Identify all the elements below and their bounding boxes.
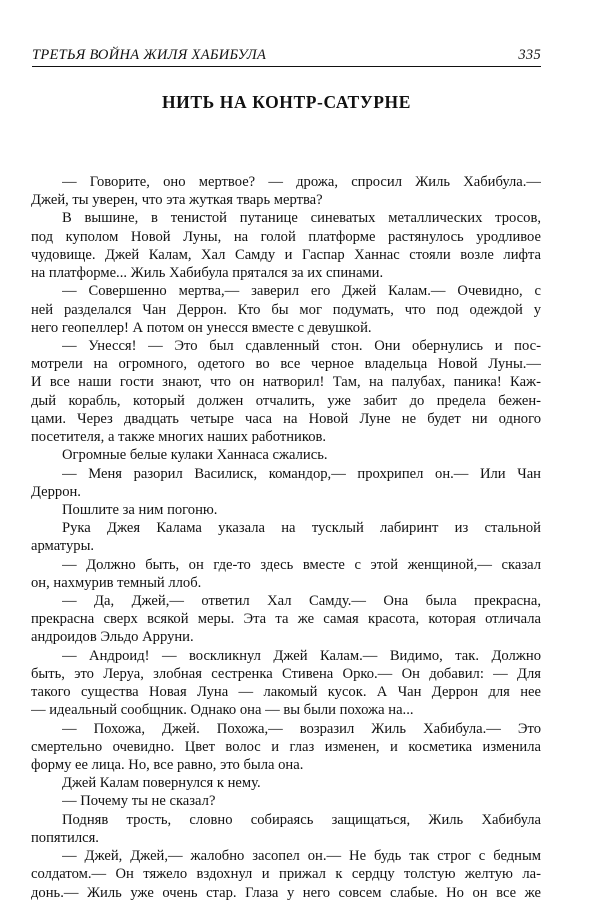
text-line: — Андроид! — воскликнул Джей Калам.— Видимо, так. Должно <box>62 647 541 664</box>
text-line: В вышине, в тенистой путанице синеватых металлических тросов, <box>62 210 541 227</box>
text-line: попятился. <box>31 829 99 846</box>
text-line: — Говорите, оно мертвое? — дрожа, спросил Жиль Хабибула.— <box>62 174 541 190</box>
text-line: такого существа Новая Луна — лакомый кусок. А Чан Деррон для нее <box>31 684 541 701</box>
text-line: дый корабль, который должен отчалить, уже забит до предела бежен- <box>31 392 541 409</box>
text-line: чудовище. Джей Калам, Хал Самду и Гаспар Ханнас стояли возле лифта <box>31 246 541 263</box>
page-number: 335 <box>518 47 541 63</box>
text-line: мотрели на огромного, одетого во все черное владельца Новой Луны.— <box>31 356 541 373</box>
text-line: смертельно очевидно. Цвет волос и глаз изменен, и косметика изменила <box>31 738 541 755</box>
text-line: Джей, ты уверен, что эта жуткая тварь мертва? <box>31 192 323 209</box>
text-line: солдатом.— Он тяжело вздохнул и прижал к сердцу толстую желтую ла- <box>31 866 541 883</box>
text-line: под куполом Новой Луны, на голой платформе растянулось уродливое <box>31 228 541 245</box>
text-line: посетителя, а также многих наших работников. <box>31 429 327 446</box>
text-line: Подняв трость, словно собираясь защищаться, Жиль Хабибула <box>62 811 541 828</box>
text-line: — Унесся! — Это был сдавленный стон. Они обернулись и пос- <box>62 337 541 354</box>
text-line: И все наши гости знают, что он натворил! Там, на палубах, паника! Каж- <box>31 374 541 391</box>
text-line: он, нахмурив темный ллоб. <box>31 574 202 591</box>
text-line: цами. Через двадцать четыре часа на Новой Луне не будет ни одного <box>31 410 541 427</box>
text-line: ней разделался Чан Деррон. Кто бы мог подумать, что под одеждой у <box>31 301 541 318</box>
text-line: андроидов Эльдо Арруни. <box>31 629 194 646</box>
text-line: Рука Джея Калама указала на тусклый лабиринт из стальной <box>62 520 541 537</box>
text-line: него геопеллер! А потом он унесся вместе с девушкой. <box>31 319 372 336</box>
text-line: Огромные белые кулаки Ханнаса сжались. <box>62 447 328 464</box>
text-line: — Совершенно мертва,— заверил его Джей Калам.— Очевидно, с <box>62 283 541 300</box>
text-line: Пошлите за ним погоню. <box>62 501 218 518</box>
text-line: Джей Калам повернулся к нему. <box>62 775 261 792</box>
text-line: Деррон. <box>31 483 81 500</box>
running-title: ТРЕТЬЯ ВОЙНА ЖИЛЯ ХАБИБУЛА <box>32 47 267 63</box>
text-line: быть, это Леруа, злобная сестренка Стивена Орко.— Он добавил: — Для <box>31 665 541 682</box>
text-line: — идеальный сообщник. Однако она — вы были похожа на... <box>31 702 414 719</box>
running-header <box>32 44 541 67</box>
text-line: арматуры. <box>31 538 95 555</box>
text-line: на платформе... Жиль Хабибула прятался за их спинами. <box>31 265 384 282</box>
text-line: — Почему ты не сказал? <box>62 793 216 810</box>
text-line: — Да, Джей,— ответил Хал Самду.— Она была прекрасна, <box>62 593 541 610</box>
text-line: форму ее лица. Но, все равно, это была она. <box>31 757 304 773</box>
text-line: — Меня разорил Василиск, командор,— прохрипел он.— Или Чан <box>62 465 541 482</box>
text-line: — Джей, Джей,— жалобно засопел он.— Не будь так строг с бедным <box>62 848 541 865</box>
body-text <box>31 173 541 902</box>
chapter-title: НИТЬ НА КОНТР-САТУРНЕ <box>161 92 412 112</box>
text-line: прекрасна сверх всякой меры. Эта та же самая красота, которая отличала <box>31 611 541 628</box>
text-line: — Похожа, Джей. Похожа,— возразил Жиль Хабибула.— Это <box>62 720 541 737</box>
text-line: — Должно быть, он где-то здесь вместе с этой женщиной,— сказал <box>62 556 541 573</box>
text-line: донь.— Жиль уже очень стар. Глаза у него совсем слабые. Но он все же <box>31 884 541 901</box>
